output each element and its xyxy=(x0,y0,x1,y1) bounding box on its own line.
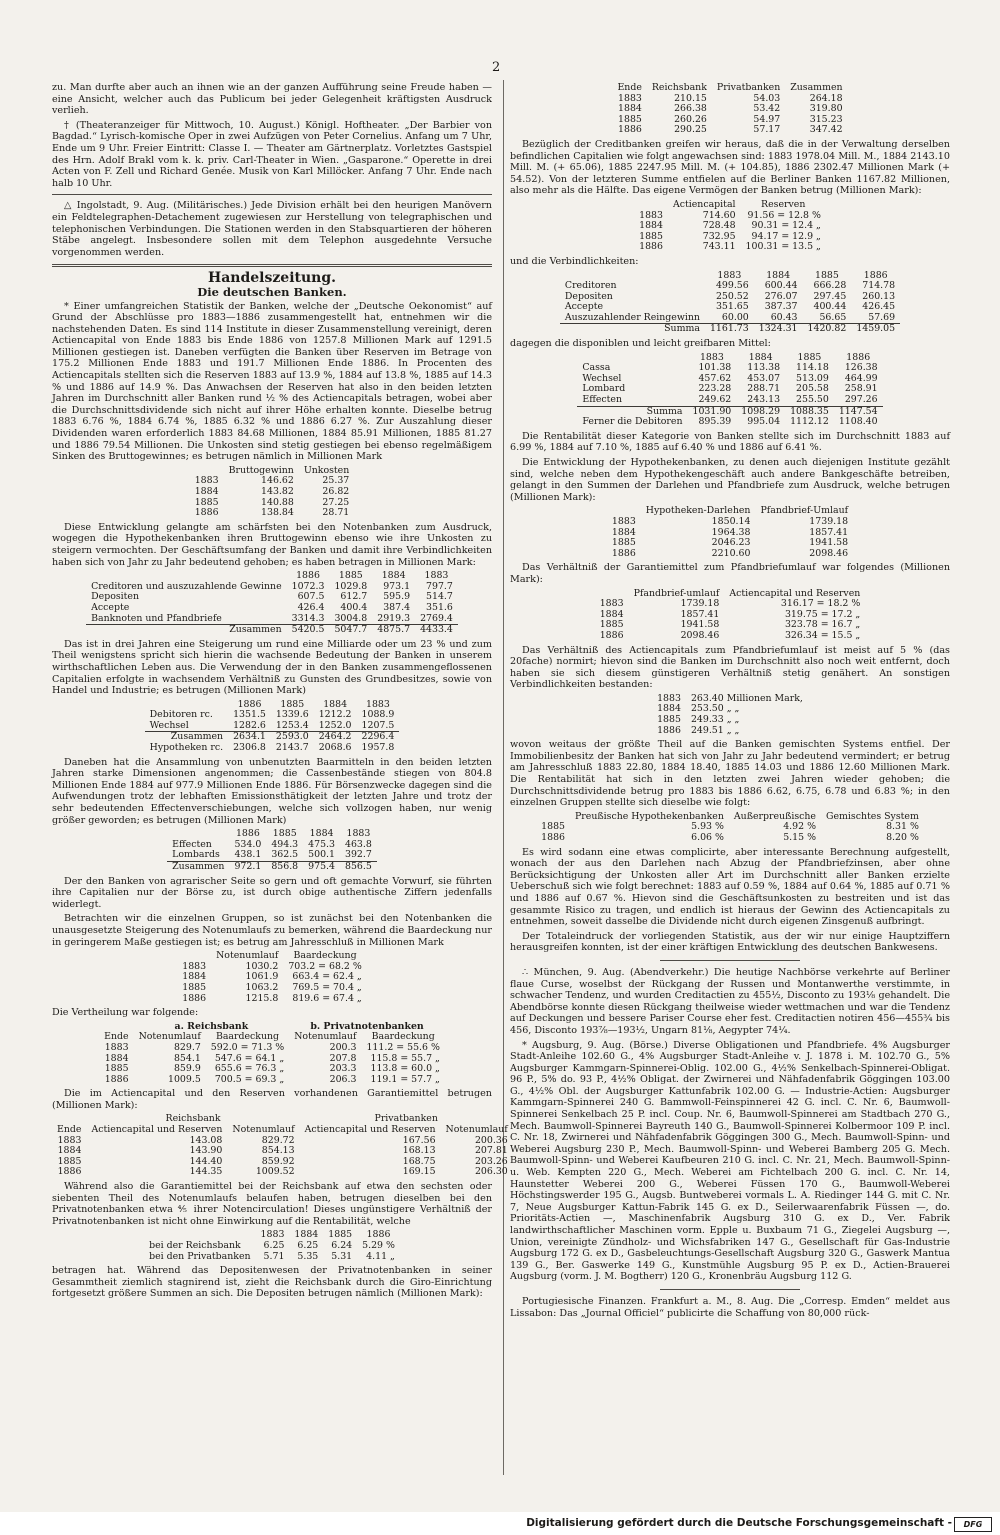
article-paragraph: Das ist in drei Jahren eine Steigerung um rund eine Milliarde oder um 23 % und zum Theil wenigstens spricht sich hierin die wachsende Bedeutung der Banken in unserem wirthschaftlichen Leben aus. Die Verwendung der in den Banken zusammengeflossenen Capitalien erfolgte in wachsendem Verhältniß zu Gunsten des Grundbesitzes, sowie von Handel und Industrie; es betrugen (Millionen Mark) xyxy=(52,638,492,697)
divider xyxy=(52,264,492,267)
article-paragraph: Es wird sodann eine etwas complicirte, aber interessante Berechnung aufgestellt, wonach der aus den Darlehen nach Abzug der Pfandbriefzinsen, aber ohne Berücksichtigung der Unkosten aller Art im Durchschnitt aller Banken erzielte Ueberschuß sich wie folgt berechnet: 1883 auf 0.59 %, 1884 auf 0.64 %, 1885 auf 0.71 % und 1886 auf 0.67 %. Hievon sind die Geschäftsunkosten zu bestreiten und ist das gesammte Risico zu tragen, und endlich ist hieraus der Gewinn des Actiencapitals zu entnehmen, soweit dasselbe die Dividende nicht durch eigenen Zinsgenuß aufbringt. xyxy=(510,846,950,928)
table-row: 1883 146.62 25.37 xyxy=(194,475,350,487)
table-row: Wechsel 457.62 453.07 513.09 464.99 xyxy=(582,372,878,384)
table-row: Accepte 426.4 400.4 387.4 351.6 xyxy=(91,601,453,613)
article-paragraph: Die Rentabilität dieser Kategorie von Banken stellte sich im Durchschnitt 1883 auf 6.99 %, 1884 auf 7.10 %, 1885 auf 6.40 % und 1886 auf 6.41 %. xyxy=(510,430,950,454)
table-row: 1885 140.88 27.25 xyxy=(194,496,350,508)
article-paragraph: Die im Actiencapital und den Reserven vorhandenen Garantiemittel betrugen (Millionen Mark): xyxy=(52,1088,492,1111)
table-row: Banknoten und Pfandbriefe 3314.3 3004.8 2919.3 2769.4 xyxy=(91,612,453,624)
table-row: Creditoren und auszuzahlende Gewinne 1072.3 1029.8 973.1 797.7 xyxy=(91,580,453,592)
table-row: 1884 143.82 26.82 xyxy=(194,486,350,497)
table-row: 1884 1857.41 319.75 = 17.2 „ xyxy=(599,608,861,620)
article-paragraph: * Einer umfangreichen Statistik der Banken, welche der „Deutsche Oekonomist“ auf Grund der Abschlüsse pro 1883—1886 zusammengestellt hat, entnehmen wir die nachstehenden Daten. Es sind 114 Institute in dieser Zusammenstellung vereinigt, deren Actiencapital von Ende 1883 bis Ende 1886 von 1257.8 Millionen Mark auf 1291.5 Millionen gestiegen ist. Daneben verfügten die Banken über Reserven im Betrage von 175.2 Millionen Ende 1883 und 191.7 Millionen Ende 1886. In Procenten des Actiencapitals stellten sich die Reserven 1883 auf 13.9 %, 1884 auf 13.8 %, 1885 auf 14.3 % und 1886 auf 14.9 %. Das Anwachsen der Reserven hat also in den beiden letzten Jahren im Durchschnitt aller Banken rund ½ % des Actiencapitals betragen, wobei aber die Durchschnittsdividende sich nicht auf ihrer Höhe erhalten konnte. Dieselbe betrug 1883 6.76 %, 1884 6.74 %, 1885 6.32 % und 1886 6.27 %. Zur Auszahlung dieser Dividenden waren erforderlich 1883 84.68 Millionen, 1884 85.91 Millionen, 1885 81.27 und 1886 79.54 Millionen. Die Unkosten sind stetig gestiegen bei ebenso regelmäßigem Sinken des Bruttogewinnes; es betrugen nämlich in Millionen Mark xyxy=(52,300,492,463)
article-paragraph: Betrachten wir die einzelnen Gruppen, so ist zunächst bei den Notenbanken die unausgesetzte Steigerung des Notenumlaufs zu bemerken, während die Baardeckung nur in geringerem Maße gestiegen ist; es betrug am Jahresschluß in Millionen Mark xyxy=(52,913,492,948)
article-paragraph: Diese Entwicklung gelangte am schärfsten bei den Notenbanken zum Ausdruck, wogegen die Hypothekenbanken ihren Bruttogewinn ebenso wie ihre Unkosten zu steigern vermochten. Der Geschäftsumfang der Banken und damit ihre Verbindlichkeiten haben sich von Jahr zu Jahr bedeutend gehoben; es haben betragen in Millionen Mark: xyxy=(52,521,492,568)
table-row: 1884 266.38 53.42 319.80 xyxy=(618,103,843,115)
table-row: 1883 1850.14 1739.18 xyxy=(611,515,849,527)
table-row: 1883 1030.2 703.2 = 68.2 % xyxy=(182,960,362,972)
table-row: bei den Privatbanken 5.71 5.35 5.31 4.11 „ xyxy=(149,1250,395,1262)
table-row: 1886 743.11 100.31 = 13.5 „ xyxy=(639,241,821,253)
table-row: Ferner die Debitoren 895.39 995.04 1112.12 1108.40 xyxy=(582,416,878,428)
divider xyxy=(660,1289,800,1290)
article-paragraph: Während also die Garantiemittel bei der Reichsbank auf etwa den sechsten oder siebenten Theil des Notenumlaufs belaufen haben, betrugen dieselben bei den Privatnotenbanken etwa ⅘ ihrer Notencirculation! Dieses ungünstigere Verhältniß der Privatnotenbanken ist nicht ohne Einwirkung auf die Rentabilität, welche xyxy=(52,1181,492,1227)
theater-announcement: † (Theateranzeiger für Mittwoch, 10. August.) Königl. Hoftheater. „Der Barbier von Bagdad.“ Lyrisch-komische Oper in zwei Aufzügen von Peter Cornelius. Anfang um 7 Uhr, Ende um 9 Uhr. Freier Eintritt: Classe I. — Theater am Gärtnerplatz. Vorletztes Gastspiel des Hrn. Adolf Brakl vom k. k. priv. Carl-Theater in Wien. „Gasparone.“ Operette in drei Acten von F. Zell und Richard Genée. Musik von Karl Millöcker. Anfang 7 Uhr. Ende nach halb 10 Uhr. xyxy=(52,119,492,189)
dfg-logo: DFG xyxy=(954,1517,992,1532)
table-row: 1884 143.90 854.13 168.13 207.81 xyxy=(57,1145,508,1157)
table-sum-row: Zusammen 5420.5 5047.7 4875.7 4433.4 xyxy=(86,625,458,636)
table-depositen: Ende Reichsbank Privatbanken Zusammen 1883 210.15 54.03 264.18 1884 266.38 53.42 319.80 1885 260.26 54.97 315.23 1886 290.25 57.17 347.42 xyxy=(612,83,847,136)
table-row: 1886 1215.8 819.6 = 67.4 „ xyxy=(182,992,362,1004)
table-row: 1886 6.06 % 5.15 % 8.20 % xyxy=(541,832,919,843)
table-row: bei der Reichsbank 6.25 6.25 6.24 5.29 % xyxy=(149,1240,395,1251)
digitization-footer xyxy=(0,1512,1000,1535)
table-row: Cassa 101.38 113.38 114.18 126.38 xyxy=(582,362,878,374)
article-paragraph: dagegen die disponiblen und leicht greifbaren Mittel: xyxy=(510,338,771,350)
table-row: Auszuzahlender Reingewinn 60.00 60.43 56.65 57.69 xyxy=(564,311,896,323)
table-row: 1883 829.7 592.0 = 71.3 % 200.3 111.2 = 55.6 % xyxy=(104,1041,440,1053)
table-disponible-mittel: 1883 1884 1885 1886 Cassa 101.38 113.38 114.18 126.38 Wechsel 457.62 453.07 513.09 464.99 Lombard 223.28 288.71 205.58 258.91 Effecten 249.62 243.13 255.50 297.26 Summa 1031.90 1098.29 1088.35 1147.54 Ferner die Debitoren 895.39 995.04 1112.12 1108.40 xyxy=(577,353,882,428)
table-row: 1885 260.26 54.97 315.23 xyxy=(618,113,843,125)
table-row: 1883 143.08 829.72 167.56 200.36 xyxy=(57,1134,508,1146)
table-row: 1886 290.25 57.17 347.42 xyxy=(618,124,843,136)
article-paragraph: Die Vertheilung war folgende: xyxy=(52,1007,199,1019)
table-row: Lombard 223.28 288.71 205.58 258.91 xyxy=(582,383,878,395)
table-vertheilung: a. Reichsbank b. Privatnotenbanken Ende Notenumlauf Baardeckung Notenumlauf Baardeckung 1883 829.7 592.0 = 71.3 % 200.3 111.2 = 55.6 % 1884 854.1 547.6 = 64.1 „ 207.8 115.8 = 55.7 „ 1885 859.9 655.6 = 76.3 „ 203.3 113.8 = 60.0 „ 1886 1009.5 700.5 = 69.3 „ 206.3 119.1 = 57.7 „ xyxy=(99,1022,445,1086)
article-paragraph: und die Verbindlichkeiten: xyxy=(510,255,639,267)
table-sum-row: Zusammen 972.1 856.8 975.4 856.5 xyxy=(167,862,377,873)
table-creditbank-verbindlichkeiten: 1883 1884 1885 1886 Creditoren 499.56 600.44 666.28 714.78 Depositen 250.52 276.07 297.45 260.13 Accepte 351.65 387.37 400.44 426.45 Auszuzahlender Reingewinn 60.00 60.43 56.65 57.69 Summa 1161.73 1324.31 1420.82 1459.05 xyxy=(560,271,900,336)
article-paragraph: Bezüglich der Creditbanken greifen wir heraus, daß die in der Verwaltung derselben befindlichen Capitalien wie folgt angewachsen sind: 1883 1978.04 Mill. M., 1884 2143.10 Mill. M. (+ 65.06), 1885 2247.95 Mill. M. (+ 104.85), 1886 2302.47 Millionen Mark (+ 54.52). Von der letzteren Summe entfielen auf die Berliner Banken 1167.82 Millionen, also mehr als die Hälfte. Das eigene Vermögen der Banken betrug (Millionen Mark): xyxy=(510,138,950,197)
article-paragraph: Das Verhältniß der Garantiemittel zum Pfandbriefumlauf war folgendes (Millionen Mark): xyxy=(510,562,950,585)
table-row: 1884 854.1 547.6 = 64.1 „ 207.8 115.8 = 55.7 „ xyxy=(104,1052,440,1064)
table-row: 1883 714.60 91.56 = 12.8 % xyxy=(639,209,821,221)
table-row: Effecten 534.0 494.3 475.3 463.8 xyxy=(172,838,372,850)
left-column xyxy=(52,82,508,1472)
table-vermoegen: Actiencapital Reserven 1883 714.60 91.56 = 12.8 % 1884 728.48 90.31 = 12.4 „ 1885 732.95 94.17 = 12.9 „ 1886 743.11 100.31 = 13.5 „ xyxy=(634,200,826,253)
table-pfandbrief-garantie: Pfandbrief-umlauf Actiencapital und Reserven 1883 1739.18 316.17 = 18.2 % 1884 1857.41 319.75 = 17.2 „ 1885 1941.58 323.78 = 16.7 „ 1886 2098.46 326.34 = 15.5 „ xyxy=(595,589,866,642)
table-sum-row: Summa 1031.90 1098.29 1088.35 1147.54 xyxy=(577,406,882,417)
table-sum-row: Zusammen 2634.1 2593.0 2464.2 2296.4 xyxy=(145,732,400,743)
table-bruttogewinn: Bruttogewinn Unkosten 1883 146.62 25.37 1884 143.82 26.82 1885 140.88 27.25 1886 138.84 28.71 xyxy=(190,466,355,519)
muenchen-article: ∴ München, 9. Aug. (Abendverkehr.) Die heutige Nachbörse verkehrte auf Berliner flaue Curse, woselbst der Rückgang der Russen und Montanwerthe verstimmte, in schwacher Tendenz, und wurden Creditactien zu 455½, Disconto zu 193⅛ gehandelt. Die Abendbörse konnte diesen Rückgang theilweise wieder wettmachen und war die Tendenz auf Deckungen und bessere Pariser Course eher fest. Creditactien notiren 456—455¾ bis 456, Disconto 193⅞—193½, Ungarn 81⅛, Aegypter 74¼. xyxy=(510,966,950,1036)
article-title: Die deutschen Banken. xyxy=(197,284,347,299)
table-sonstige-verbindlichkeiten xyxy=(652,694,808,736)
article-paragraph: wovon weitaus der größte Theil auf die Banken gemischten Systems entfiel. Der Immobilienbesitz der Banken hat sich von Jahr zu Jahr bedeutend vermindert; er betrug am Jahresschluß 1883 22.80, 1884 18.40, 1885 14.03 und 1886 12.60 Millionen Mark. Die Rentabilität hat sich in den letzten zwei Jahren wieder gehoben; die Durchschnittsdividende betrug pro 1883 bis 1886 6.62, 6.75, 6.78 und 6.83 %; in den einzelnen Gruppen stellte sich dieselbe wie folgt: xyxy=(510,739,950,809)
table-row: 1884 1061.9 663.4 = 62.4 „ xyxy=(182,971,362,983)
article-paragraph: Daneben hat die Ansammlung von unbenutzten Baarmitteln in den beiden letzten Jahren starke Dimensionen angenommen; die Cassenbestände stiegen von 804.8 Millionen Ende 1884 auf 977.9 Millionen Ende 1886. Für Börsenzwecke dagegen sind die Aufwendungen trotz der lebhaften Emissionsthätigkeit der letzten Jahre und trotz der sehr bedeutenden Effectenverschiebungen, welche sich vollzogen haben, nur wenig größer geworden; es betrugen (Millionen Mark) xyxy=(52,756,492,826)
divider xyxy=(52,194,492,195)
table-row: 1885 859.9 655.6 = 76.3 „ 203.3 113.8 = 60.0 „ xyxy=(104,1063,440,1075)
footer-text: Digitalisierung gefördert durch die Deutsche Forschungsgemeinschaft - xyxy=(526,1517,952,1529)
table-row: 1885 5.93 % 4.92 % 8.31 % xyxy=(541,821,919,833)
article-paragraph: Das Verhältniß des Actiencapitals zum Pfandbriefumlauf ist meist auf 5 % (das 20fache) normirt; hievon sind die Banken im Durchschnitt also noch weit entfernt, doch haben sie sich diesem günstigeren Verhältniß stetig genähert. An sonstigen Verbindlichkeiten bestanden: xyxy=(510,644,950,691)
table-row: 1885 732.95 94.17 = 12.9 „ xyxy=(639,230,821,242)
table-row: Depositen 607.5 612.7 595.9 514.7 xyxy=(91,591,453,603)
table-row: Lombards 438.1 362.5 500.1 392.7 xyxy=(172,849,372,861)
table-row: Debitoren rc. 1351.5 1339.6 1212.2 1088.9 xyxy=(149,709,395,721)
table-row: 1885 144.40 859.92 168.75 203.26 xyxy=(57,1155,508,1167)
table-notenumlauf: Notenumlauf Baardeckung 1883 1030.2 703.2 = 68.2 % 1884 1061.9 663.4 = 62.4 „ 1885 1063.2 769.5 = 70.4 „ 1886 1215.8 819.6 = 67.4 „ xyxy=(177,951,367,1004)
article-paragraph: Die Entwicklung der Hypothekenbanken, zu denen auch diejenigen Institute gezählt sind, welche neben dem Hypothekengeschäft auch andere Bankgeschäfte betreiben, gelangt in den Summen der Darlehen und Pfandbriefe zum Ausdruck, welche betrugen (Millionen Mark): xyxy=(510,457,950,503)
article-paragraph: Der den Banken von agrarischer Seite so gern und oft gemachte Vorwurf, sie führten ihre Capitalien nur der Börse zu, ist durch obige authentische Ziffern jedenfalls widerlegt. xyxy=(52,875,492,910)
table-hypotheken: Hypotheken-Darlehen Pfandbrief-Umlauf 1883 1850.14 1739.18 1884 1964.38 1857.41 1885 2046.23 1941.58 1886 2210.60 2098.46 xyxy=(607,506,853,559)
augsburg-article: * Augsburg, 9. Aug. (Börse.) Diverse Obligationen und Pfandbriefe. 4% Augsburger Stadt-Anleihe 102.60 G., 4% Augsburger Stadt-Anleihe v. J. 1878 i. M. 102.70 G., 5% Augsburger Kammgarn-Spinnerei-Oblig. 102.00 G., 4½% Senkelbach-Spinnerei-Obligat. 96 P., 5% do. 93 P., 4½% Obligat. der Zwirnerei und Nähfadenfabrik Göggingen 103.00 G., 4½% Obl. der Augsburger Kattunfabrik 102.00 G. — Industrie-Actien: Augsburger Kammgarn-Spinnerei 240 G. Bammwoll-Feinspinnerei 42 G. incl. C. Nr. 6, Baumwoll-Spinnerei Senkelbach 25 P. incl. Coup. Nr. 6, Baumwoll-Spinnerei am Stadtbach 270 G., Mech. Baumwoll-Spinnerei Bayreuth 140 G., Baumwoll-Spinnerei Kolbermoor 109 P. incl. C. Nr. 18, Zwirnerei und Nähfadenfabrik Göggingen 300 G., Mech. Baumwoll-Spinn- und Weberei Augsburg 230 P., Mech. Baumwoll-Spinn- und Weberei Bamberg 205 G. Mech. Baumwoll-Spinn- und Weberei Kaufbeuren 210 G. incl. C. Nr. 21, Mech. Baumwoll-Spinn- u. Web. Kempten 220 G., Mech. Weberei am Fichtelbach 200 G. incl. C. Nr. 14, Haunstetter Weberei 200 G., Weberei Füssen 170 G., Baumwoll-Weberei Höchstingswerder 195 G., Augsb. Buntweberei vormals L. A. Riedinger 144 G. mit C. Nr. 7, Neue Augsburger Kattun-Fabrik 145 G. ex D., Seilerwaarenfabrik Füssen —, do. Prioritäts-Actien —, Maschinenfabrik Augsburg 310 G. ex D., Ver. Fabrik landwirthschaftlicher Maschinen vorm. Epple u. Buxbaum 71 G., Ziegelei Augsburg —, Union, vereinigte Zündholz- und Wichsfabriken 147 G., Gesellschaft für Gas-Industrie Augsburg 172 G. ex D., Gasbeleuchtungs-Gesellschaft Augsburg 320 G., Gaswerk Mantua 139 G., Ber. Gaswerke 149 G., Kunstmühle Augsburg 95 P. ex D., Actien-Brauerei Augsburg (vorm. J. M. Bogtherr) 120 G., Kronenbräu Augsburg 112 G. xyxy=(510,1039,950,1283)
table-row: Creditoren 499.56 600.44 666.28 714.78 xyxy=(564,280,896,292)
right-column xyxy=(510,82,950,1472)
table-row: 1883 1739.18 316.17 = 18.2 % xyxy=(599,598,861,610)
table-row: Effecten 249.62 243.13 255.50 297.26 xyxy=(582,394,878,406)
table-effecten: 1886 1885 1884 1883 Effecten 534.0 494.3 475.3 463.8 Lombards 438.1 362.5 500.1 392.7 Zusammen 972.1 856.8 975.4 856.5 xyxy=(167,829,377,872)
table-garantiemittel: Reichsbank Privatbanken Ende Actiencapital und Reserven Notenumlauf Actiencapital und Reserven Notenumlauf 1883 143.08 829.72 167.56 200.36 1884 143.90 854.13 168.13 207.81 1885 144.40 859.92 168.75 203.26 1886 144.35 1009.52 169.15 206.30 xyxy=(52,1114,513,1178)
table-rentabilitaet: 1883 1884 1885 1886 bei der Reichsbank 6.25 6.25 6.24 5.29 % bei den Privatbanken 5.71 5.35 5.31 4.11 „ xyxy=(144,1230,400,1262)
table-row: 1884 253.50 „ „ xyxy=(657,703,740,715)
table-row: 1886 2098.46 326.34 = 15.5 „ xyxy=(599,629,861,641)
intro-paragraph: zu. Man durfte aber auch an ihnen wie an der ganzen Aufführung seine Freude haben — eine Ansicht, welcher auch das Publicum bei jeder Gelegenheit kräftigsten Ausdruck verlieh. xyxy=(52,82,492,117)
table-row: 1886 2210.60 2098.46 xyxy=(611,547,849,559)
table-row: Depositen 250.52 276.07 297.45 260.13 xyxy=(564,290,896,302)
table-sum-row: Summa 1161.73 1324.31 1420.82 1459.05 xyxy=(560,324,900,335)
table-row: 1885 1941.58 323.78 = 16.7 „ xyxy=(599,619,861,631)
ingolstadt-article: △ Ingolstadt, 9. Aug. (Militärisches.) Jede Division erhält bei den heurigen Manövern ein Feldtelegraphen-Detachement zugewiesen zur Herstellung von telegraphischen und telephonischen Verbindungen. Die Stationen werden in den Stabsquartieren der höheren Stäbe angelegt. Insbesondere sollen mit dem Telephon ausgedehnte Versuche vorgenommen werden. xyxy=(52,200,492,258)
table-row: 1885 1063.2 769.5 = 70.4 „ xyxy=(182,981,362,993)
table-row: Wechsel 1282.6 1253.4 1252.0 1207.5 xyxy=(149,719,395,731)
table-row: 1886 249.51 „ „ xyxy=(657,724,740,736)
table-row: 1884 1964.38 1857.41 xyxy=(611,526,849,538)
article-paragraph: Der Totaleindruck der vorliegenden Statistik, aus der wir nur einige Hauptziffern herausgreifen konnten, ist der einer kräftigen Entwicklung des deutschen Bankwesens. xyxy=(510,930,950,954)
table-row: Accepte 351.65 387.37 400.44 426.45 xyxy=(564,301,896,313)
portugal-article: Portugiesische Finanzen. Frankfurt a. M., 8. Aug. Die „Corresp. Emden“ meldet aus Lissabon: Das „Journal Officiel“ publicirte die Schaffung von 80,000 rück- xyxy=(510,1295,950,1319)
table-verbindlichkeiten: 1886 1885 1884 1883 Creditoren und auszuzahlende Gewinne 1072.3 1029.8 973.1 797.7 Depositen 607.5 612.7 595.9 514.7 Accepte 426.4 400.4 387.4 351.6 Banknoten und Pfandbriefe 3314.3 3004.8 2919.3 2769.4 Zusammen 5420.5 5047.7 4875.7 4433.4 xyxy=(86,571,458,636)
section-title: Handelszeitung. xyxy=(207,270,337,287)
table-row: 1886 144.35 1009.52 169.15 206.30 xyxy=(57,1166,508,1178)
table-row: 1884 728.48 90.31 = 12.4 „ xyxy=(639,220,821,232)
table-dividende-gruppen: Preußische Hypothekenbanken Außerpreußische Gemischtes System 1885 5.93 % 4.92 % 8.31 % 1886 6.06 % 5.15 % 8.20 % xyxy=(536,812,924,844)
table-row: 1885 2046.23 1941.58 xyxy=(611,537,849,549)
column-divider xyxy=(503,80,504,1475)
page-number: 2 xyxy=(492,60,501,75)
article-paragraph: betragen hat. Während das Depositenwesen der Privatnotenbanken in seiner Gesammtheit ziemlich stagnirend ist, zieht die Reichsbank durch die Giro-Einrichtung fortgesetzt größere Summen an sich. Die Depositen betrugen nämlich (Millionen Mark): xyxy=(52,1265,492,1300)
table-row: 1886 138.84 28.71 xyxy=(194,507,350,519)
divider xyxy=(660,960,800,961)
table-row: Hypotheken rc. 2306.8 2143.7 2068.6 1957.8 xyxy=(149,742,395,754)
table-row: 1883 210.15 54.03 264.18 xyxy=(618,92,843,104)
table-debitoren: 1886 1885 1884 1883 Debitoren rc. 1351.5 1339.6 1212.2 1088.9 Wechsel 1282.6 1253.4 1252.0 1207.5 Zusammen 2634.1 2593.0 2464.2 2296.4 Hypotheken rc. 2306.8 2143.7 2068.6 1957.8 xyxy=(145,700,400,754)
table-row: 1885 249.33 „ „ xyxy=(657,714,740,726)
table-row: 1886 1009.5 700.5 = 69.3 „ 206.3 119.1 = 57.7 „ xyxy=(104,1073,440,1085)
table-row: 1883 263.40 Millionen Mark, xyxy=(657,692,803,704)
